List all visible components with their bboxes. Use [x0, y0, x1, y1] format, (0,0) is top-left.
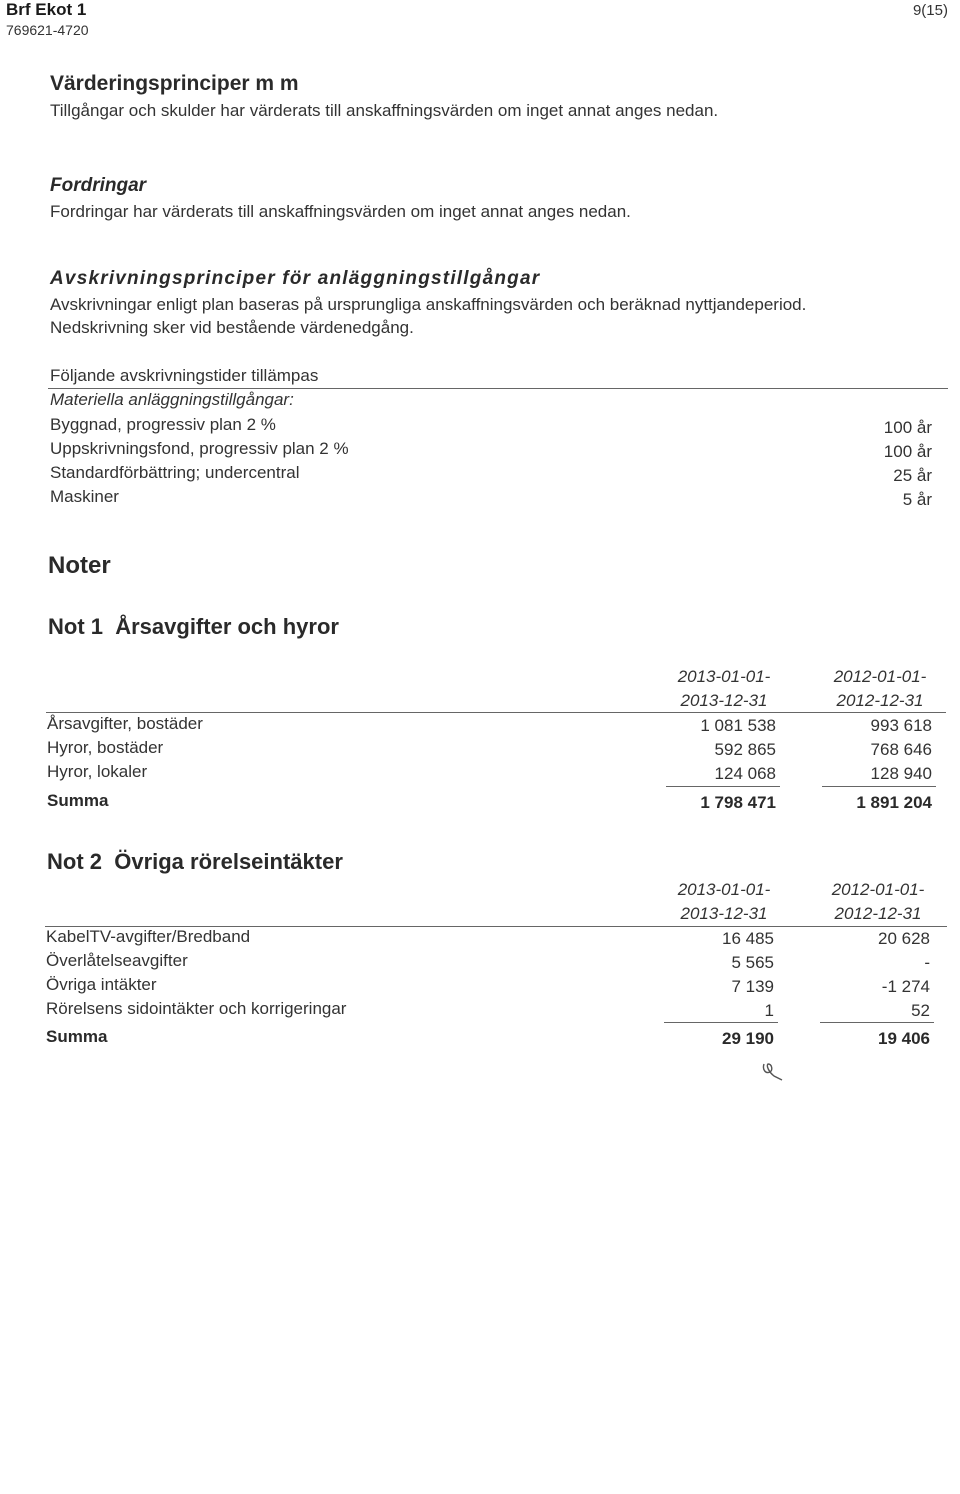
depreciation-row-value: 25 år: [893, 466, 932, 485]
note2-total-label: Summa: [46, 1027, 108, 1046]
valuation-text: Tillgångar och skulder har värderats till anskaffningsvärden om inget annat anges nedan.: [50, 101, 719, 120]
note2-col1-start: 2013-01-01-: [677, 880, 771, 899]
note2-row-label: Övriga intäkter: [46, 975, 157, 994]
note2-heading: Not 2 Övriga rörelseintäkter: [47, 849, 343, 874]
depreciation-subtitle: Materiella anläggningstillgångar:: [50, 390, 294, 409]
note2-row-label: Överlåtelseavgifter: [46, 951, 188, 970]
divider: [48, 388, 948, 389]
divider: [46, 712, 946, 713]
note1-col1-start: 2013-01-01-: [677, 667, 771, 686]
note2-row-2013: 16 485: [722, 929, 774, 948]
depreciation-row-label: Byggnad, progressiv plan 2 %: [50, 415, 276, 434]
valuation-heading: Värderingsprinciper m m: [50, 72, 299, 95]
note1-total-2013: 1 798 471: [700, 793, 776, 812]
note2-total-2013: 29 190: [722, 1029, 774, 1048]
note2-col1-end: 2013-12-31: [680, 904, 768, 923]
note1-row-2013: 124 068: [714, 764, 776, 783]
note1-row-label: Hyror, bostäder: [47, 738, 164, 757]
note2-row-2013: 5 565: [731, 953, 774, 972]
note2-col2-end: 2012-12-31: [834, 904, 922, 923]
note1-row-2013: 592 865: [714, 740, 776, 759]
depreciation-row-value: 100 år: [883, 442, 932, 461]
depreciation-heading: Avskrivningsprinciper för anläggningstillgångar: [50, 268, 541, 289]
depreciation-row-value: 5 år: [902, 490, 932, 509]
note2-row-2012: 20 628: [878, 929, 930, 948]
depreciation-row-value: 100 år: [883, 418, 932, 437]
note1-col2-end: 2012-12-31: [836, 691, 924, 710]
organization-name: Brf Ekot 1: [6, 0, 87, 19]
note1-row-2012: 128 940: [870, 764, 932, 783]
depreciation-row-label: Maskiner: [50, 487, 119, 506]
subtotal-rule: [822, 786, 936, 787]
note1-row-2012: 993 618: [870, 716, 932, 735]
note1-row-2012: 768 646: [870, 740, 932, 759]
note2-row-2013: 7 139: [731, 977, 774, 996]
note2-row-label: KabelTV-avgifter/Bredband: [46, 927, 251, 946]
depreciation-row-label: Uppskrivningsfond, progressiv plan 2 %: [50, 439, 349, 458]
note1-total-2012: 1 891 204: [856, 793, 932, 812]
note1-total-label: Summa: [47, 791, 109, 810]
note2-total-2012: 19 406: [878, 1029, 930, 1048]
depreciation-text-1: Avskrivningar enligt plan baseras på ursprungliga anskaffningsvärden och beräknad nyttjandeperiod.: [50, 295, 807, 314]
handwritten-initials-icon: [760, 1060, 786, 1084]
depreciation-text-2: Nedskrivning sker vid bestående värdenedgång.: [50, 318, 414, 337]
note2-row-label: Rörelsens sidointäkter och korrigeringar: [46, 999, 347, 1018]
organization-number: 769621-4720: [6, 22, 89, 38]
note1-row-label: Årsavgifter, bostäder: [47, 714, 203, 733]
depreciation-row-label: Standardförbättring; undercentral: [50, 463, 300, 482]
receivables-text: Fordringar har värderats till anskaffningsvärden om inget annat anges nedan.: [50, 202, 631, 221]
note1-row-label: Hyror, lokaler: [47, 762, 148, 781]
subtotal-rule: [820, 1022, 934, 1023]
note2-row-2013: 1: [764, 1001, 774, 1020]
note2-row-2012: -1 274: [881, 977, 930, 996]
note1-col1-end: 2013-12-31: [680, 691, 768, 710]
note1-col2-start: 2012-01-01-: [833, 667, 927, 686]
note2-row-2012: -: [924, 953, 930, 972]
note2-col2-start: 2012-01-01-: [831, 880, 925, 899]
notes-heading: Noter: [48, 552, 111, 579]
page-number: 9(15): [912, 2, 948, 19]
note2-row-2012: 52: [911, 1001, 930, 1020]
subtotal-rule: [664, 1022, 778, 1023]
subtotal-rule: [666, 786, 780, 787]
receivables-heading: Fordringar: [50, 175, 147, 196]
note1-row-2013: 1 081 538: [700, 716, 776, 735]
depreciation-table-title: Följande avskrivningstider tillämpas: [50, 366, 319, 385]
note1-heading: Not 1 Årsavgifter och hyror: [48, 614, 339, 639]
